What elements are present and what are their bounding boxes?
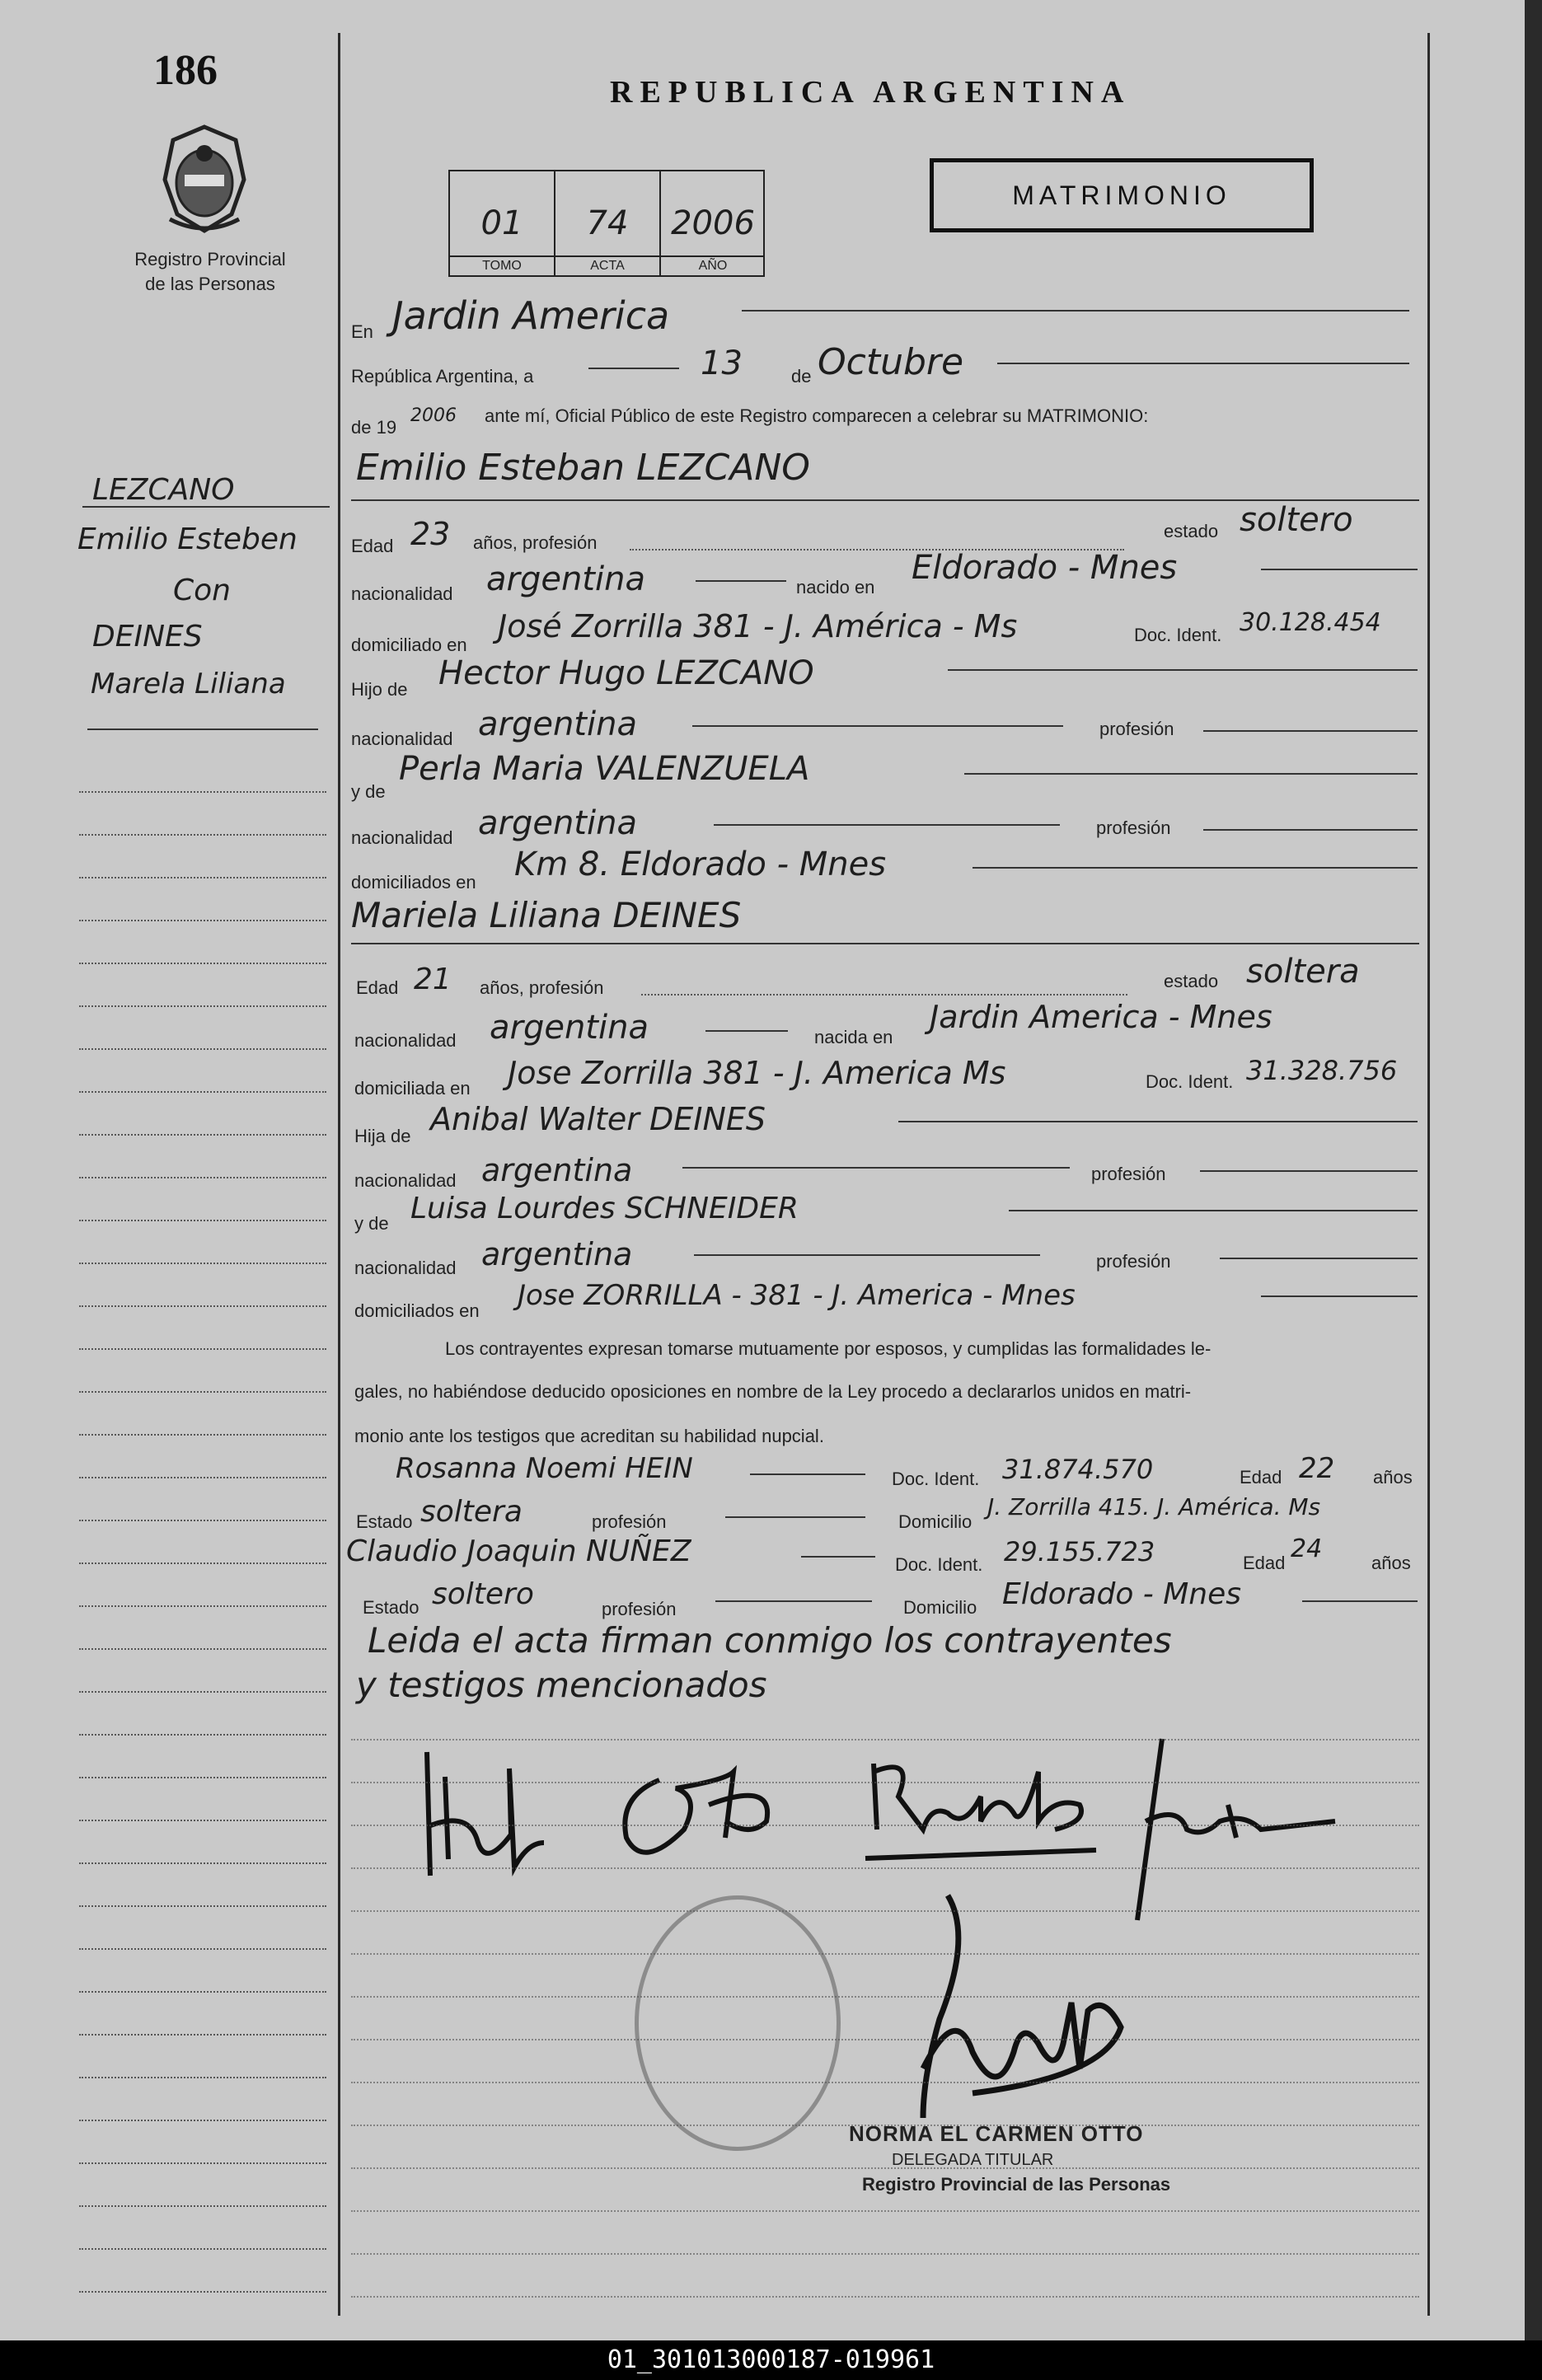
margin-guide-line [79,920,326,921]
witness1-name: Rosanna Noemi HEIN [396,1452,693,1485]
official-stamp [635,1895,841,2151]
year-value: 2006 [410,405,457,426]
margin-guide-line [79,1177,326,1178]
tomo-value: 01 [480,204,523,242]
main-guide-line [351,1867,1419,1869]
day-value: 13 [701,344,743,382]
month-value: Octubre [818,341,964,383]
margin-guide-line [79,1391,326,1393]
signature-witness-1 [857,1739,1104,1862]
bride-mother-profesion-label: profesión [1096,1251,1171,1272]
official-role: DELEGADA TITULAR [892,2151,1054,2169]
groom-mother: Perla Maria VALENZUELA [399,750,810,788]
groom-mother-nac-label: nacionalidad [351,827,453,848]
bride-nacionalidad-label: nacionalidad [354,1030,457,1051]
main-guide-line [351,1910,1419,1912]
main-guide-line [351,2296,1419,2298]
margin-guide-line [79,2162,326,2164]
witness2-estado-label: Estado [363,1597,419,1618]
main-guide-line [351,2253,1419,2255]
witness2-age: 24 [1291,1534,1323,1563]
margin-guide-line [79,1220,326,1221]
groom-doc-label: Doc. Ident. [1134,625,1222,645]
witness2-domicile: Eldorado - Mnes [1002,1577,1242,1611]
margin-guide-line [79,877,326,878]
witness1-anos-label: años [1373,1467,1413,1488]
groom-estado: soltero [1240,501,1353,539]
groom-yde-label: y de [351,781,386,802]
ano-value: 2006 [671,204,755,242]
witness1-doc: 31.874.570 [1002,1454,1154,1485]
witness2-domicilio-label: Domicilio [903,1597,977,1618]
witness2-name: Claudio Joaquin NUÑEZ [346,1534,691,1568]
groom-mother-nac: argentina [478,804,637,842]
bride-anos-profesion-label: años, profesión [480,977,604,998]
groom-mother-profesion-label: profesión [1096,818,1171,838]
bride-domiciliada-label: domiciliada en [354,1078,471,1099]
bride-doc: 31.328.756 [1246,1055,1398,1086]
republica-label: República Argentina, a [351,366,534,387]
margin-guide-line [79,1862,326,1864]
bride-estado: soltera [1246,953,1360,991]
groom-father-profesion-label: profesión [1099,719,1174,739]
witness2-doc-label: Doc. Ident. [895,1554,983,1575]
margin-guide-line [79,1648,326,1650]
main-guide-line [351,2210,1419,2212]
witness1-domicilio-label: Domicilio [898,1511,973,1532]
margin-guide-line [79,2077,326,2078]
main-guide-line [351,1996,1419,1998]
acta-label: ACTA [555,255,659,274]
declaration-line-1: Los contrayentes expresan tomarse mutuamente por esposos, y cumplidas las formalidades le- [445,1338,1212,1359]
acta-value: 74 [586,204,629,242]
place-value: Jardin America [392,293,670,338]
tomo-acta-ano-box [448,170,765,277]
groom-edad-label: Edad [351,536,394,556]
closing-line-2: y testigos mencionados [356,1665,767,1705]
groom-nacionalidad: argentina [486,560,645,598]
groom-anos-profesion-label: años, profesión [473,532,598,553]
bride-hija-label: Hija de [354,1126,411,1146]
signature-groom [412,1719,552,1884]
bride-father-profesion-label: profesión [1091,1164,1166,1184]
margin-guide-line [79,1091,326,1093]
margin-guide-line [79,1305,326,1307]
official-office: Registro Provincial de las Personas [862,2174,1171,2195]
margin-guide-line [79,1691,326,1693]
groom-father: Hector Hugo LEZCANO [438,654,814,692]
margin-note-bride-names: Marela Liliana [91,668,286,700]
witness1-estado: soltera [420,1495,523,1529]
groom-age: 23 [410,516,451,552]
bride-nacida-label: nacida en [814,1027,893,1047]
margin-guide-line [79,1605,326,1607]
bride-birthplace: Jardin America - Mnes [930,999,1273,1035]
witness2-doc: 29.155.723 [1004,1536,1155,1567]
en-label: En [351,321,373,342]
bride-name: Mariela Liliana DEINES [351,895,742,935]
groom-domicile: José Zorrilla 381 - J. América - Ms [498,608,1018,644]
margin-guide-line [79,1477,326,1478]
margin-guide-line [79,1434,326,1436]
margin-guide-line [79,2120,326,2121]
margin-guide-line [79,1948,326,1950]
witness1-doc-label: Doc. Ident. [892,1469,980,1489]
groom-estado-label: estado [1164,521,1219,541]
main-guide-line [351,2125,1419,2126]
de19-label: de 19 [351,417,397,438]
tomo-label: TOMO [450,255,554,274]
country-heading: REPUBLICA ARGENTINA [610,75,1132,110]
main-guide-line [351,2039,1419,2040]
margin-guide-line [79,1048,326,1050]
margin-guide-line [79,1905,326,1907]
groom-father-nac-label: nacionalidad [351,729,453,749]
bride-yde-label: y de [354,1213,389,1234]
signature-bride [610,1747,799,1871]
groom-hijo-label: Hijo de [351,679,408,700]
book-binding [1525,0,1542,2340]
main-guide-line [351,1953,1419,1955]
groom-domiciliado-label: domiciliado en [351,635,467,655]
declaration-line-3: monio ante los testigos que acreditan su habilidad nupcial. [354,1426,824,1446]
margin-guide-line [79,1777,326,1778]
ano-label: AÑO [661,255,765,274]
witness1-age: 22 [1299,1452,1335,1485]
bride-father-nac: argentina [481,1152,633,1188]
groom-nacionalidad-label: nacionalidad [351,583,453,604]
registry-name: Registro Provincial de las Personas [134,249,286,294]
bride-parents-domicile: Jose ZORRILLA - 381 - J. America - Mnes [518,1279,1076,1312]
groom-birthplace: Eldorado - Mnes [912,549,1178,587]
witness1-domicile: J. Zorrilla 415. J. América. Ms [987,1493,1321,1520]
bride-father: Anibal Walter DEINES [430,1101,766,1137]
margin-guide-line [79,1991,326,1993]
ante-text: ante mí, Oficial Público de este Registro comparecen a celebrar su MATRIMONIO: [485,405,1149,426]
margin-guide-line [79,2205,326,2207]
groom-nacido-label: nacido en [796,577,875,597]
bride-mother-nac: argentina [481,1236,633,1272]
record-type-box: MATRIMONIO [930,158,1314,232]
margin-guide-line [79,1134,326,1136]
margin-note-bride-surname: DEINES [92,620,203,654]
bride-domicile: Jose Zorrilla 381 - J. America Ms [508,1055,1006,1091]
closing-line-1: Leida el acta firman conmigo los contrayentes [368,1620,1172,1661]
main-guide-line [351,2167,1419,2169]
bride-domiciliados-label: domiciliados en [354,1300,480,1321]
right-border-rule [1427,33,1430,2316]
main-guide-line [351,1782,1419,1783]
groom-domiciliados-label: domiciliados en [351,872,476,892]
witness2-anos-label: años [1371,1553,1411,1573]
margin-guide-line [79,1820,326,1821]
groom-father-nac: argentina [478,705,637,743]
witness1-profesion-label: profesión [592,1511,667,1532]
de-label: de [791,366,812,387]
witness1-estado-label: Estado [356,1511,413,1532]
margin-note-surname: LEZCANO [92,473,235,507]
margin-guide-line [79,1263,326,1264]
margin-guide-line [79,2248,326,2250]
margin-rule [338,33,340,2316]
groom-doc: 30.128.454 [1240,608,1381,637]
signature-official [874,1887,1146,2126]
margin-guide-line [79,2034,326,2036]
margin-note-con: Con [173,574,231,607]
margin-guide-line [79,963,326,964]
main-guide-line [351,1825,1419,1826]
bride-edad-label: Edad [356,977,399,998]
bride-estado-label: estado [1164,971,1219,991]
witness2-profesion-label: profesión [602,1599,677,1619]
main-guide-line [351,1739,1419,1740]
margin-guide-line [79,834,326,836]
margin-note-given-names: Emilio Esteben [77,522,298,556]
margin-guide-line [79,1520,326,1521]
witness2-estado: soltero [432,1577,534,1611]
main-guide-line [351,2082,1419,2083]
margin-guide-line [79,1005,326,1007]
witness2-edad-label: Edad [1243,1553,1286,1573]
bride-father-nac-label: nacionalidad [354,1170,457,1191]
groom-parents-domicile: Km 8. Eldorado - Mnes [514,846,887,883]
bride-age: 21 [414,963,452,996]
witness1-edad-label: Edad [1240,1467,1282,1488]
margin-guide-line [79,1734,326,1736]
image-code-caption: 01_301013000187-019961 [0,2340,1542,2380]
bride-nacionalidad: argentina [490,1009,649,1047]
signature-witness-2 [1113,1731,1343,1928]
margin-guide-line [79,791,326,793]
declaration-line-2: gales, no habiéndose deducido oposiciones en nombre de la Ley procedo a declararlos unidos en matri- [354,1381,1192,1402]
bride-mother: Luisa Lourdes SCHNEIDER [410,1192,799,1225]
bride-mother-nac-label: nacionalidad [354,1258,457,1278]
bride-doc-label: Doc. Ident. [1146,1071,1234,1092]
groom-name: Emilio Esteban LEZCANO [356,447,810,489]
margin-guide-line [79,2291,326,2293]
coat-of-arms-icon [153,122,255,237]
folio-number: 186 [153,47,218,94]
margin-guide-line [79,1562,326,1564]
margin-guide-line [79,1348,326,1350]
official-name: NORMA EL CARMEN OTTO [849,2121,1144,2146]
